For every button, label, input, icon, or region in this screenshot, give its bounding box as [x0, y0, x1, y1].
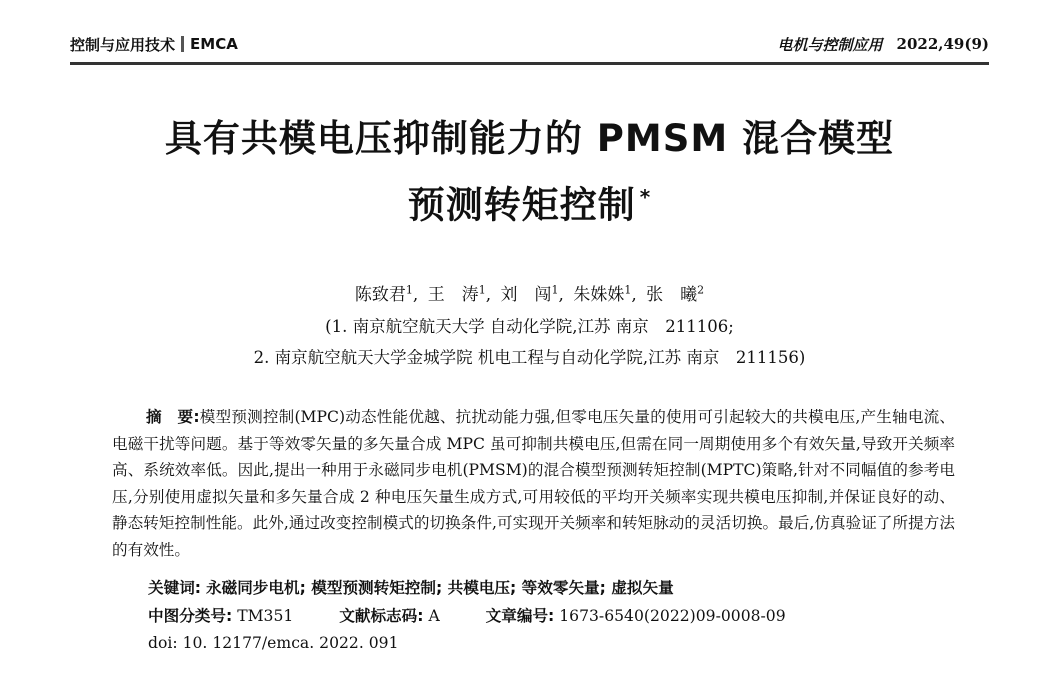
author: 陈致君$^1$ — [354, 283, 413, 305]
doc-code-value: A — [428, 607, 440, 625]
paper-title — [0, 110, 1059, 234]
header-rule — [70, 62, 989, 65]
author: 朱姝姝$^1$ — [573, 283, 632, 305]
title-line-2 — [0, 168, 1059, 234]
author: 王 涛$^1$ — [427, 283, 486, 305]
abstract — [112, 404, 955, 563]
title-line-1: 具有共模电压抑制能力的 PMSM 混合模型 — [164, 117, 895, 160]
author-list: 陈致君$^1$, 王 涛$^1$, 刘 闯$^1$, 朱姝姝$^1$, 张 曦$^2$ — [354, 283, 705, 305]
keywords — [148, 576, 674, 598]
header-divider — [181, 36, 184, 52]
keywords-label: 关键词: — [148, 579, 202, 597]
section-label — [70, 34, 238, 55]
journal-issue: 2022,49(9) — [896, 35, 989, 53]
author: 张 曦$^2$ — [646, 283, 705, 305]
title-footnote-mark: * — [639, 185, 652, 209]
classification — [148, 604, 786, 626]
section-name-en: EMCA — [190, 35, 238, 53]
journal-name: 电机与控制应用 — [777, 35, 883, 54]
author: 刘 闯$^1$ — [500, 283, 559, 305]
article-number-value: 1673-6540(2022)09-0008-09 — [559, 607, 786, 625]
article-number-label: 文章编号: — [485, 607, 555, 625]
abstract-text: 模型预测控制(MPC)动态性能优越、抗扰动能力强,但零电压矢量的使用可引起较大的共模电压,产生轴电流、电磁干扰等问题。基于等效零矢量的多矢量合成 MPC 虽可抑制共模电压,但需在同一周期使用多个有效矢量,导致开关频率高、系统效率低。因此,提出一种用于永磁同步电机(PMSM)的混合模型预测转矩控制(MPTC)策略,针对不同幅值的参考电压,分别使用虚拟矢量和多矢量合成 2 种电压矢量生成方式,可用较低的平均开关频率实现共模电压抑制,并保证良好的动、静态转矩控制性能。此外,通过改变控制模式的切换条件,可实现开关频率和转矩脉动的灵活切换。最后,仿真验证了所提方法的有效性。 — [112, 408, 955, 559]
title-line-2-text: 预测转矩控制 — [407, 183, 636, 227]
abstract-label: 摘 要: — [146, 408, 200, 426]
clc-value: TM351 — [237, 607, 294, 625]
doc-code-label: 文献标志码: — [339, 607, 424, 625]
clc-label: 中图分类号: — [148, 607, 233, 625]
journal-info — [778, 34, 990, 55]
affiliation-1: (1. 南京航空航天大学 自动化学院,江苏 南京 211106; — [325, 317, 734, 336]
keywords-text: 永磁同步电机; 模型预测转矩控制; 共模电压; 等效零矢量; 虚拟矢量 — [206, 579, 674, 597]
section-name-cn: 控制与应用技术 — [70, 35, 176, 54]
doi: doi: 10. 12177/emca. 2022. 091 — [148, 634, 399, 652]
affiliation-2: 2. 南京航空航天大学金城学院 机电工程与自动化学院,江苏 南京 211156) — [253, 348, 806, 367]
running-header — [70, 28, 989, 60]
